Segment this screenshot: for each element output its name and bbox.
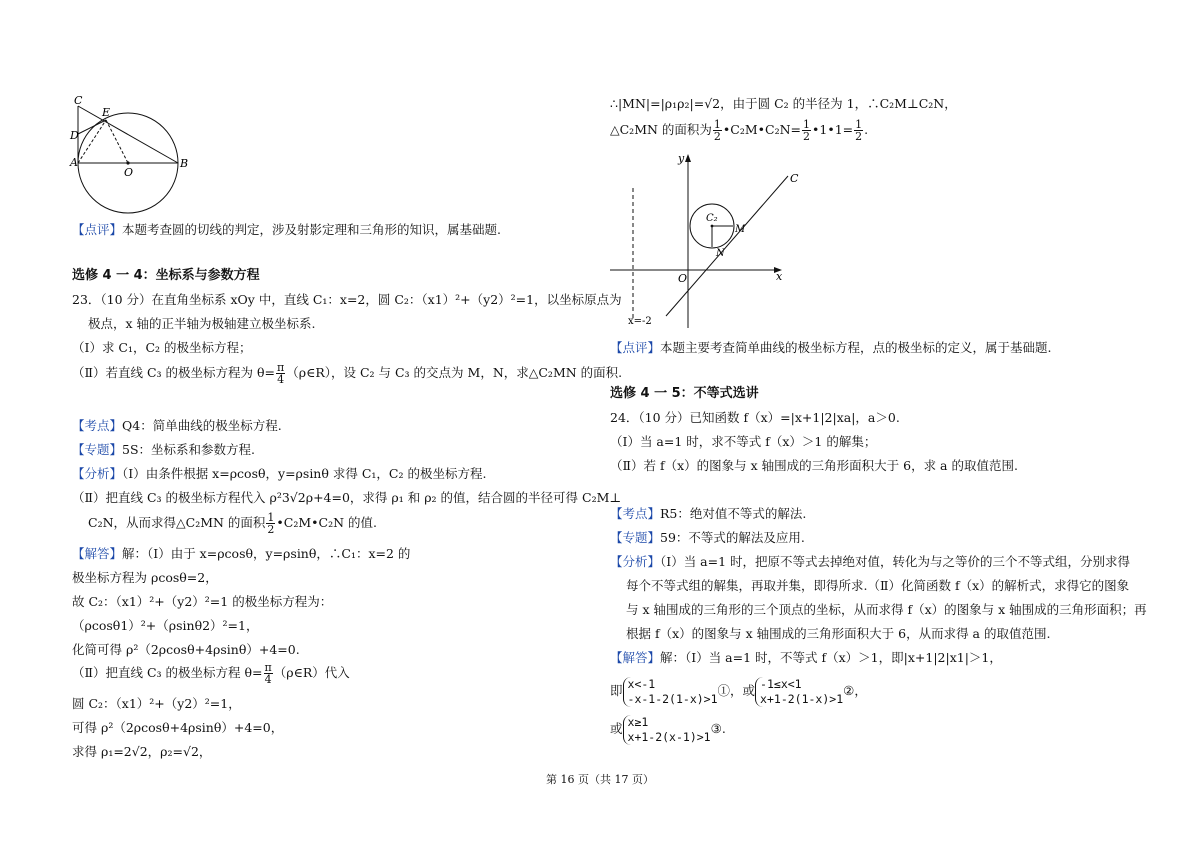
q23-part1: （Ⅰ）求 C₁，C₂ 的极坐标方程；	[72, 340, 252, 355]
label-x: x	[776, 270, 783, 283]
label-C2: C₂	[706, 213, 718, 224]
q23-line2: 极点，x 轴的正半轴为极轴建立极坐标系.	[88, 316, 316, 331]
fraction-pi-4: $\frac{\pi}{4}$	[277, 361, 285, 386]
label-N: N	[716, 248, 725, 259]
inequality-systems-1-2: 即 x<-1 -x-1-2(1-x)>1①，或 -1≤x<1 x+1-2(1-x)>1②，	[610, 676, 867, 706]
fenxi-1: 【分析】（Ⅰ）由条件根据 x=ρcosθ，y=ρsinθ 求得 C₁，C₂ 的极坐标方程.	[72, 466, 487, 481]
system-3: x≥1 x+1-2(x-1)>1	[623, 715, 711, 745]
label-C: C	[74, 94, 83, 107]
fenxi-1-l3: C₂N，从而求得△C₂MN 的面积 $\frac{1}{2}$ •C₂M•C₂N 的值.	[88, 511, 378, 536]
label-x-eq: x=-2	[628, 316, 652, 327]
zhuanti-1: 【专题】5S：坐标系和参数方程.	[72, 442, 256, 457]
fenxi-2: 【分析】（Ⅰ）当 a=1 时，把原不等式去掉绝对值，转化为与之等价的三个不等式组，分别求得	[610, 554, 1131, 569]
review-1: 【点评】本题考查圆的切线的判定，涉及射影定理和三角形的知识，属基础题.	[72, 222, 501, 237]
label-E: E	[102, 106, 111, 119]
jieda-1-l6: （Ⅱ）把直线 C₃ 的极坐标方程 θ= $\frac{\pi}{4}$ （ρ∈R）代入	[72, 661, 350, 686]
system-1: x<-1 -x-1-2(1-x)>1	[623, 677, 718, 707]
label-y: y	[678, 152, 685, 165]
jieda-1-l5: 化简可得 ρ²（2ρcosθ+4ρsinθ）+4=0.	[72, 642, 300, 657]
system-2: -1≤x<1 x+1-2(1-x)>1	[755, 677, 843, 707]
q24-part2: （Ⅱ）若 f（x）的图象与 x 轴围成的三角形面积大于 6，求 a 的取值范围.	[610, 458, 1018, 473]
jieda-2: 【解答】解：（Ⅰ）当 a=1 时，不等式 f（x）＞1，即|x+1|2|x1|＞1，	[610, 650, 1002, 665]
mn-line: ∴|MN|=|ρ₁ρ₂|=√2，由于圆 C₂ 的半径为 1，∴C₂M⊥C₂N，	[610, 96, 957, 111]
zhuanti-2: 【专题】59：不等式的解法及应用.	[610, 530, 805, 545]
jieda-1-l9: 求得 ρ₁=2√2，ρ₂=√2，	[72, 744, 212, 759]
jieda-1-l8: 可得 ρ²（2ρcosθ+4ρsinθ）+4=0，	[72, 720, 284, 735]
label-C: C	[790, 172, 799, 185]
fenxi-2-l2: 每个不等式组的解集，再取并集，即得所求.（Ⅱ）化简函数 f（x）的解析式，求得它的图象	[626, 578, 1130, 593]
label-B: B	[180, 157, 189, 170]
label-A: A	[70, 156, 78, 169]
page-footer: 第 16 页（共 17 页）	[546, 773, 654, 786]
section-title-4-5: 选修 4 一 5：不等式选讲	[610, 386, 759, 401]
q23-line1: 23．（10 分）在直角坐标系 xOy 中，直线 C₁：x=2，圆 C₂：（x1）²+（y2）²=1，以坐标原点为	[72, 292, 622, 307]
review-2: 【点评】本题主要考查简单曲线的极坐标方程，点的极坐标的定义，属于基础题.	[610, 340, 1052, 355]
jieda-1-l7: 圆 C₂：（x1）²+（y2）²=1，	[72, 696, 241, 711]
label-O: O	[124, 166, 134, 179]
area-line: △C₂MN 的面积为 $\frac{1}{2}$ •C₂M•C₂N= $\frac{1}{2}$ •1•1= $\frac{1}{2}$ .	[610, 118, 869, 143]
jieda-1-l2: 极坐标方程为 ρcosθ=2，	[72, 570, 218, 585]
q23-part2: （Ⅱ）若直线 C₃ 的极坐标方程为 θ= $\frac{\pi}{4}$ （ρ∈R），设 C₂ 与 C₃ 的交点为 M，N，求△C₂MN 的面积.	[72, 361, 623, 386]
inequality-system-3: 或 x≥1 x+1-2(x-1)>1③.	[610, 714, 726, 744]
review-tag: 【点评】	[72, 222, 123, 237]
label-D: D	[70, 129, 79, 142]
jieda-1-l4: （ρcosθ1）²+（ρsinθ2）²=1，	[72, 618, 259, 633]
label-M: M	[735, 224, 746, 235]
q24-line1: 24．（10 分）已知函数 f（x）=|x+1|2|xa|，a＞0.	[610, 410, 900, 425]
jieda-1-l3: 故 C₂：（x1）²+（y2）²=1 的极坐标方程为：	[72, 594, 333, 609]
kaodian-2: 【考点】R5：绝对值不等式的解法.	[610, 506, 807, 521]
fenxi-1-l2: （Ⅱ）把直线 C₃ 的极坐标方程代入 ρ²3√2ρ+4=0，求得 ρ₁ 和 ρ₂ 的值，结合圆的半径可得 C₂M⊥	[72, 490, 622, 505]
fenxi-2-l4: 根据 f（x）的图象与 x 轴围成的三角形面积大于 6，从而求得 a 的取值范围.	[626, 626, 1051, 641]
circle-tangent-figure	[68, 94, 198, 214]
kaodian-1: 【考点】Q4：简单曲线的极坐标方程.	[72, 418, 282, 433]
label-O: O	[678, 272, 688, 285]
fenxi-2-l3: 与 x 轴围成的三角形的三个顶点的坐标，从而求得 f（x）的图象与 x 轴围成的三角形面积；再	[626, 602, 1147, 617]
section-title-4-4: 选修 4 一 4：坐标系与参数方程	[72, 268, 260, 283]
polar-coordinate-figure	[606, 148, 806, 333]
q24-part1: （Ⅰ）当 a=1 时，求不等式 f（x）＞1 的解集；	[610, 434, 877, 449]
jieda-1: 【解答】解：（Ⅰ）由于 x=ρcosθ，y=ρsinθ，∴C₁：x=2 的	[72, 546, 411, 561]
